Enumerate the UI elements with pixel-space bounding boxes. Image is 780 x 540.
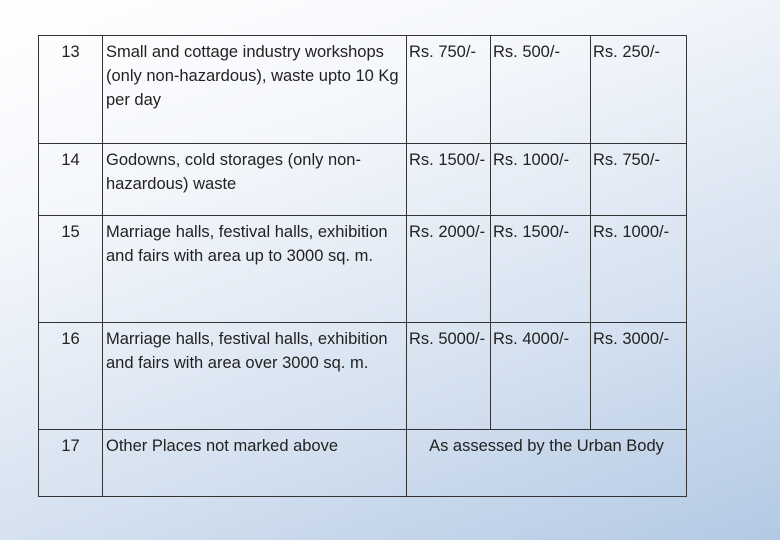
rate-cell-1: Rs. 2000/- — [407, 216, 491, 323]
rate-cell-3: Rs. 3000/- — [591, 323, 687, 430]
rate-cell-2: Rs. 1000/- — [491, 144, 591, 216]
rate-cell-3: Rs. 750/- — [591, 144, 687, 216]
fee-table — [38, 35, 687, 497]
rate-cell-1: Rs. 1500/- — [407, 144, 491, 216]
table-row — [39, 430, 687, 497]
rate-cell-3: Rs. 1000/- — [591, 216, 687, 323]
rate-cell-1: Rs. 5000/- — [407, 323, 491, 430]
rate-cell-3: Rs. 250/- — [591, 36, 687, 144]
row-description: Marriage halls, festival halls, exhibition and fairs with area over 3000 sq. m. — [103, 323, 407, 430]
row-description: Small and cottage industry workshops (only non-hazardous), waste upto 10 Kg per day — [103, 36, 407, 144]
row-number: 16 — [39, 323, 103, 430]
table-row — [39, 323, 687, 430]
row-description: Marriage halls, festival halls, exhibition and fairs with area up to 3000 sq. m. — [103, 216, 407, 323]
row-number: 17 — [39, 430, 103, 497]
rate-cell-2: Rs. 1500/- — [491, 216, 591, 323]
row-description: Other Places not marked above — [103, 430, 407, 497]
row-number: 14 — [39, 144, 103, 216]
row-number: 13 — [39, 36, 103, 144]
table-row — [39, 36, 687, 144]
table-row — [39, 144, 687, 216]
rate-cell-2: Rs. 500/- — [491, 36, 591, 144]
rate-cell-1: Rs. 750/- — [407, 36, 491, 144]
table-row — [39, 216, 687, 323]
row-description: Godowns, cold storages (only non-hazardous) waste — [103, 144, 407, 216]
rate-cell-2: Rs. 4000/- — [491, 323, 591, 430]
assessed-note: As assessed by the Urban Body — [407, 430, 687, 497]
row-number: 15 — [39, 216, 103, 323]
